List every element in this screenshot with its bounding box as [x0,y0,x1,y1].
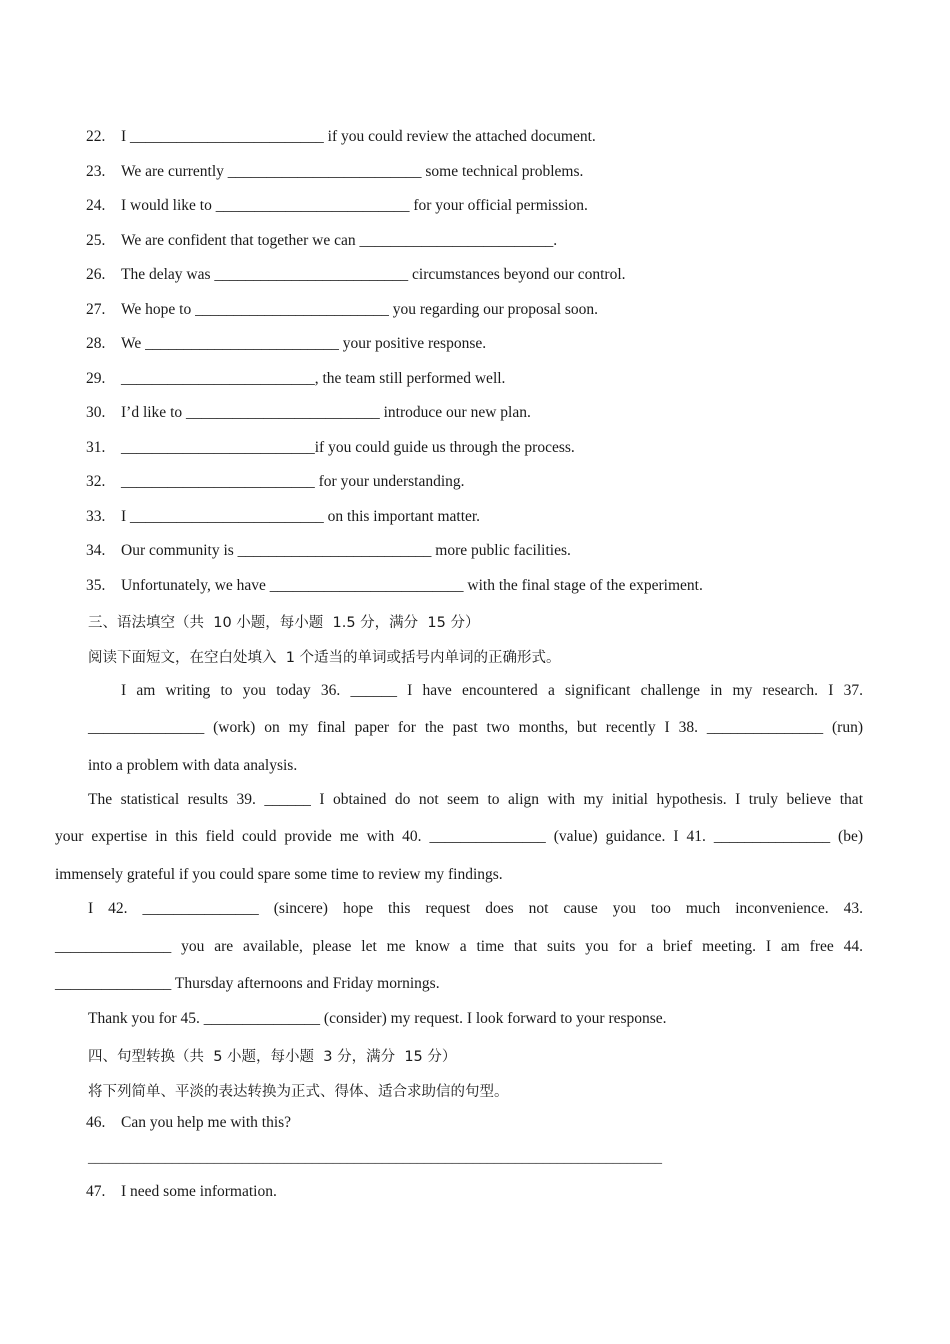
item-text: I need some information. [121,1183,277,1200]
item-number: 33. [86,508,106,525]
item-text: _________________________if you could guide us through the process. [121,439,575,456]
passage-line: immensely grateful if you could spare some time to review my findings. [55,866,503,883]
item-text: I’d like to _________________________ introduce our new plan. [121,404,531,421]
item-number: 30. [86,404,106,421]
passage-line: _______________ you are available, please let me know a time that suits you for a brief meeting. I am free 44. [55,938,863,955]
item-text: The delay was _________________________ circumstances beyond our control. [121,266,626,283]
item-number: 46. [86,1114,106,1131]
item-text: We _________________________ your positive response. [121,335,487,352]
item-number: 26. [86,266,106,283]
item-number: 27. [86,301,106,318]
passage-paragraph-4: Thank you for 45. _______________ (consider) my request. I look forward to your response. [88,1010,667,1027]
item-text: We are currently _________________________ some technical problems. [121,163,584,180]
item-number: 29. [86,370,106,387]
item-text: Unfortunately, we have _________________________ with the final stage of the experiment. [121,577,703,594]
answer-line: __________________________________________________________________________________ [88,1151,662,1166]
passage-line: _______________ Thursday afternoons and Friday mornings. [55,975,440,992]
item-number: 31. [86,439,106,456]
item-text: I _________________________ if you could review the attached document. [121,128,596,145]
section4-instruction: 将下列简单、平淡的表达转换为正式、得体、适合求助信的句型。 [88,1084,509,1100]
item-text: Our community is _________________________ more public facilities. [121,542,571,559]
section4-heading: 四、句型转换（共 5 小题，每小题 3 分，满分 15 分） [88,1049,457,1065]
section3-heading: 三、语法填空（共 10 小题，每小题 1.5 分，满分 15 分） [88,615,480,631]
item-text: We are confident that together we can _________________________. [121,232,558,249]
item-text: I _________________________ on this important matter. [121,508,481,525]
item-text: We hope to _________________________ you regarding our proposal soon. [121,301,599,318]
item-text: _________________________, the team still performed well. [121,370,506,387]
item-text: _________________________ for your understanding. [121,473,465,490]
passage-line: your expertise in this field could provide me with 40. _______________ (value) guidance. I 41. _______________ (be) [55,828,863,845]
item-number: 34. [86,542,106,559]
passage-line: I 42. _______________ (sincere) hope this request does not cause you too much inconvenience. 43. [88,900,863,917]
item-text: I would like to _________________________ for your official permission. [121,197,588,214]
section3-instruction: 阅读下面短文，在空白处填入 1 个适当的单词或括号内单词的正确形式。 [88,650,561,666]
item-number: 22. [86,128,106,145]
item-number: 23. [86,163,106,180]
item-number: 25. [86,232,106,249]
item-text: Can you help me with this? [121,1114,292,1131]
item-number: 24. [86,197,106,214]
passage-line: _______________ (work) on my final paper for the past two months, but recently I 38. _______________ (run) [88,719,863,736]
item-number: 28. [86,335,106,352]
item-number: 32. [86,473,106,490]
item-number: 35. [86,577,106,594]
passage-line: into a problem with data analysis. [88,757,298,774]
passage-line: I am writing to you today 36. ______ I have encountered a significant challenge in my research. I 37. [121,682,863,699]
passage-line: The statistical results 39. ______ I obtained do not seem to align with my initial hypothesis. I truly believe that [88,791,863,808]
item-number: 47. [86,1183,106,1200]
